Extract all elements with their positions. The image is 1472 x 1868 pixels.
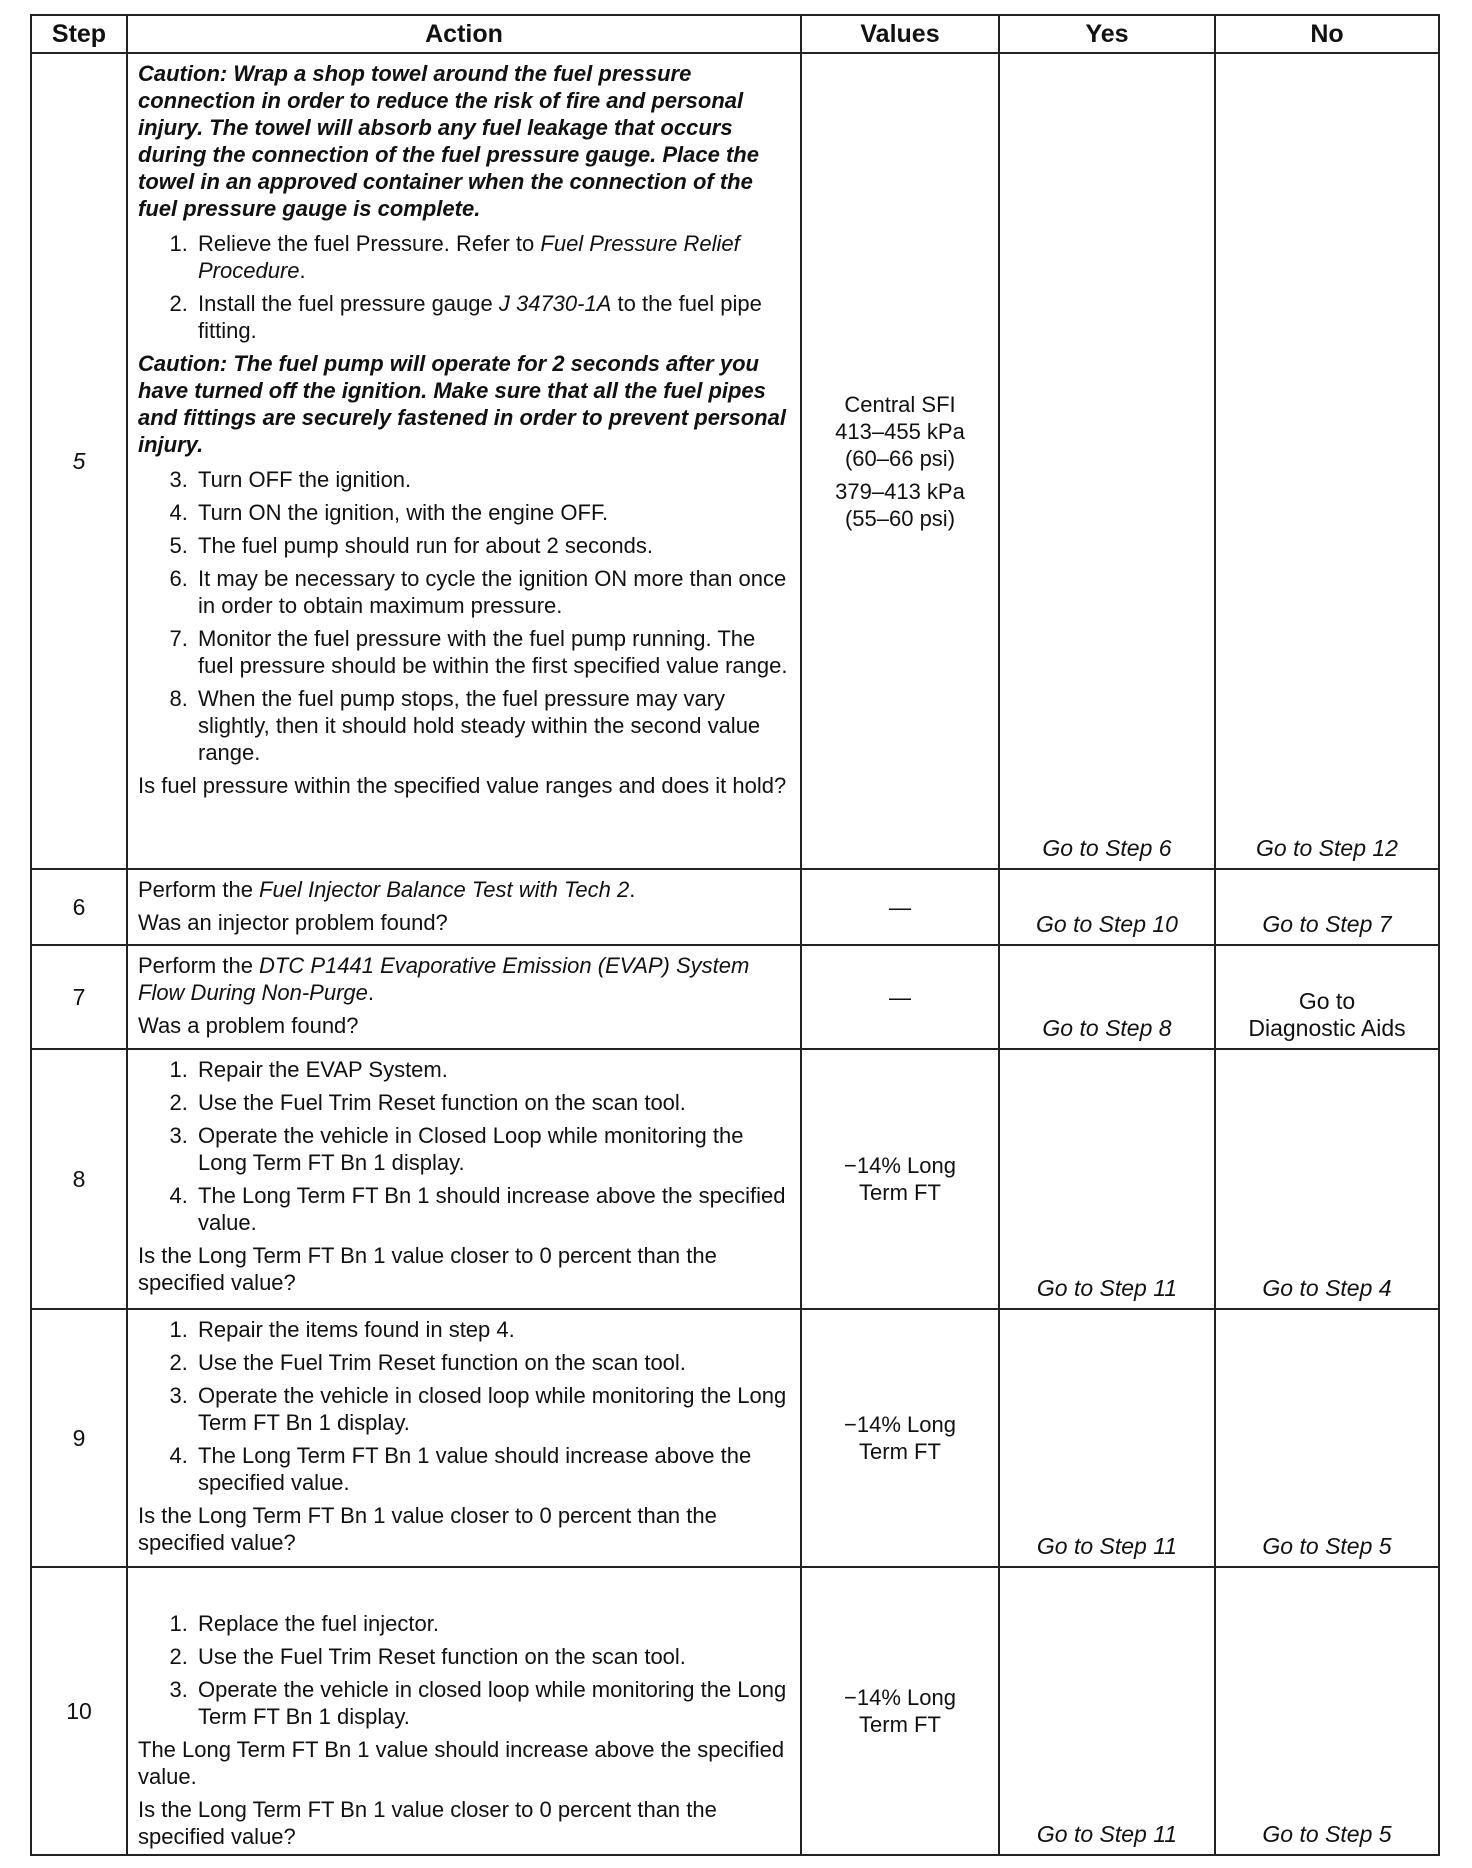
list-item: 3. Operate the vehicle in closed loop while monitoring the Long Term FT Bn 1 display. (194, 1676, 790, 1730)
list-item: 2. Use the Fuel Trim Reset function on the scan tool. (194, 1349, 790, 1376)
action-cell (127, 53, 801, 869)
header-action: Action (127, 15, 801, 53)
action-cell (127, 1567, 801, 1855)
question-text: Is the Long Term FT Bn 1 value closer to 0 percent than the specified value? (138, 1797, 717, 1849)
value-label: Central SFI (844, 391, 956, 417)
procedure-reference: Fuel Pressure Relief Procedure (198, 231, 740, 283)
list-item: 1. Replace the fuel injector. (194, 1610, 790, 1637)
list-item (194, 290, 790, 344)
list-item: 7. Monitor the fuel pressure with the fuel pump running. The fuel pressure should be within the first specified value range. (194, 625, 790, 679)
no-cell: Go to Step 5 (1215, 1567, 1439, 1855)
step-number: 10 (31, 1567, 127, 1855)
diagnostic-table-document (30, 14, 1438, 1856)
list-item: 3. Turn OFF the ignition. (194, 466, 790, 493)
question-text: Was a problem found? (138, 1013, 359, 1038)
yes-cell: Go to Step 8 (999, 945, 1215, 1049)
list-item: 4. The Long Term FT Bn 1 should increase above the specified value. (194, 1182, 790, 1236)
header-yes: Yes (999, 15, 1215, 53)
values-cell (801, 1309, 999, 1567)
step-number: 6 (31, 869, 127, 945)
value-range: −14% Long (844, 1412, 956, 1437)
step-text: Perform the (138, 953, 260, 978)
caution-text: Caution: The fuel pump will operate for 2 seconds after you have turned off the ignition. Make sure that all the fuel pipes and fittings are securely fastened in order to prevent personal injury. (138, 351, 786, 457)
caution-text: Caution: Wrap a shop towel around the fuel pressure connection in order to reduce the risk of fire and personal injury. The towel will absorb any fuel leakage that occurs during the connection of the fuel pressure gauge. Place the towel in an approved container when the connection of the fuel pressure gauge is complete. (138, 61, 759, 221)
value-range: (55–60 psi) (844, 505, 956, 531)
values-cell (801, 53, 999, 869)
list-item: 4. The Long Term FT Bn 1 value should increase above the specified value. (194, 1442, 790, 1496)
step-number: 5 (31, 53, 127, 869)
no-cell: Go to Step 4 (1215, 1049, 1439, 1309)
table-row-step-7 (31, 945, 1439, 1049)
list-item: 6. It may be necessary to cycle the ignition ON more than once in order to obtain maximum pressure. (194, 565, 790, 619)
question-text: Was an injector problem found? (138, 910, 448, 935)
value-range: 413–455 kPa (835, 418, 965, 444)
procedure-reference: Fuel Injector Balance Test with Tech 2 (259, 877, 630, 902)
yes-cell: Go to Step 11 (999, 1567, 1215, 1855)
action-steps (138, 1610, 790, 1730)
table-row-step-6 (31, 869, 1439, 945)
values-cell (801, 1049, 999, 1309)
header-values: Values (801, 15, 999, 53)
no-cell-line: Diagnostic Aids (1248, 1015, 1406, 1041)
action-steps (138, 466, 790, 766)
list-item: 2. Use the Fuel Trim Reset function on the scan tool. (194, 1643, 790, 1670)
step-text: . (629, 877, 636, 902)
yes-cell: Go to Step 6 (999, 53, 1215, 869)
list-item: 3. Operate the vehicle in Closed Loop while monitoring the Long Term FT Bn 1 display. (194, 1122, 790, 1176)
value-range: 379–413 kPa (835, 478, 965, 504)
list-item: 1. Repair the EVAP System. (194, 1056, 790, 1083)
table-row-step-9 (31, 1309, 1439, 1567)
header-row (31, 15, 1439, 53)
action-steps (138, 1056, 790, 1236)
value-range: Term FT (859, 1712, 941, 1737)
value-range: Term FT (859, 1180, 941, 1205)
no-cell: Go to Step 5 (1215, 1309, 1439, 1567)
step-number: 9 (31, 1309, 127, 1567)
table-row-step-5 (31, 53, 1439, 869)
question-text: Is the Long Term FT Bn 1 value closer to 0 percent than the specified value? (138, 1503, 717, 1555)
header-step: Step (31, 15, 127, 53)
action-text (138, 876, 790, 903)
yes-cell: Go to Step 10 (999, 869, 1215, 945)
action-text (138, 952, 790, 1006)
action-steps (138, 1316, 790, 1496)
step-number: 7 (31, 945, 127, 1049)
action-cell (127, 1049, 801, 1309)
step-text: Relieve the fuel Pressure. Refer to (198, 231, 541, 256)
list-item: 8. When the fuel pump stops, the fuel pressure may vary slightly, then it should hold steady within the second value range. (194, 685, 790, 766)
step-text: . (299, 258, 306, 283)
procedure-reference: DTC P1441 Evaporative Emission (EVAP) System Flow During Non-Purge (138, 953, 750, 1005)
step-text: . (367, 980, 374, 1005)
list-item: 2. Use the Fuel Trim Reset function on the scan tool. (194, 1089, 790, 1116)
action-cell (127, 869, 801, 945)
value-range: Term FT (859, 1439, 941, 1464)
action-cell (127, 945, 801, 1049)
list-item: 3. Operate the vehicle in closed loop while monitoring the Long Term FT Bn 1 display. (194, 1382, 790, 1436)
list-item: 5. The fuel pump should run for about 2 seconds. (194, 532, 790, 559)
diagnostic-table (30, 14, 1440, 1856)
list-item (194, 230, 790, 284)
values-cell (801, 1567, 999, 1855)
list-item: 1. Repair the items found in step 4. (194, 1316, 790, 1343)
step-text: Perform the (138, 877, 260, 902)
value-range: (60–66 psi) (844, 445, 956, 471)
note-text: The Long Term FT Bn 1 value should increase above the specified value. (138, 1737, 785, 1789)
question-text: Is the Long Term FT Bn 1 value closer to 0 percent than the specified value? (138, 1243, 717, 1295)
tool-reference: J 34730-1A (498, 291, 612, 316)
no-cell-line: Go to (1298, 988, 1356, 1014)
header-no: No (1215, 15, 1439, 53)
no-cell: Go to Step 7 (1215, 869, 1439, 945)
step-number: 8 (31, 1049, 127, 1309)
action-cell (127, 1309, 801, 1567)
value-range: −14% Long (844, 1685, 956, 1710)
table-row-step-10 (31, 1567, 1439, 1855)
question-text: Is fuel pressure within the specified value ranges and does it hold? (138, 773, 787, 798)
action-steps (138, 230, 790, 344)
yes-cell: Go to Step 11 (999, 1309, 1215, 1567)
no-cell (1215, 945, 1439, 1049)
step-text: to the fuel pipe fitting. (198, 291, 762, 343)
list-item: 4. Turn ON the ignition, with the engine OFF. (194, 499, 790, 526)
yes-cell: Go to Step 11 (999, 1049, 1215, 1309)
table-row-step-8 (31, 1049, 1439, 1309)
step-text: Install the fuel pressure gauge (198, 291, 499, 316)
values-cell: — (801, 869, 999, 945)
values-cell: — (801, 945, 999, 1049)
no-cell: Go to Step 12 (1215, 53, 1439, 869)
value-range: −14% Long (844, 1153, 956, 1178)
